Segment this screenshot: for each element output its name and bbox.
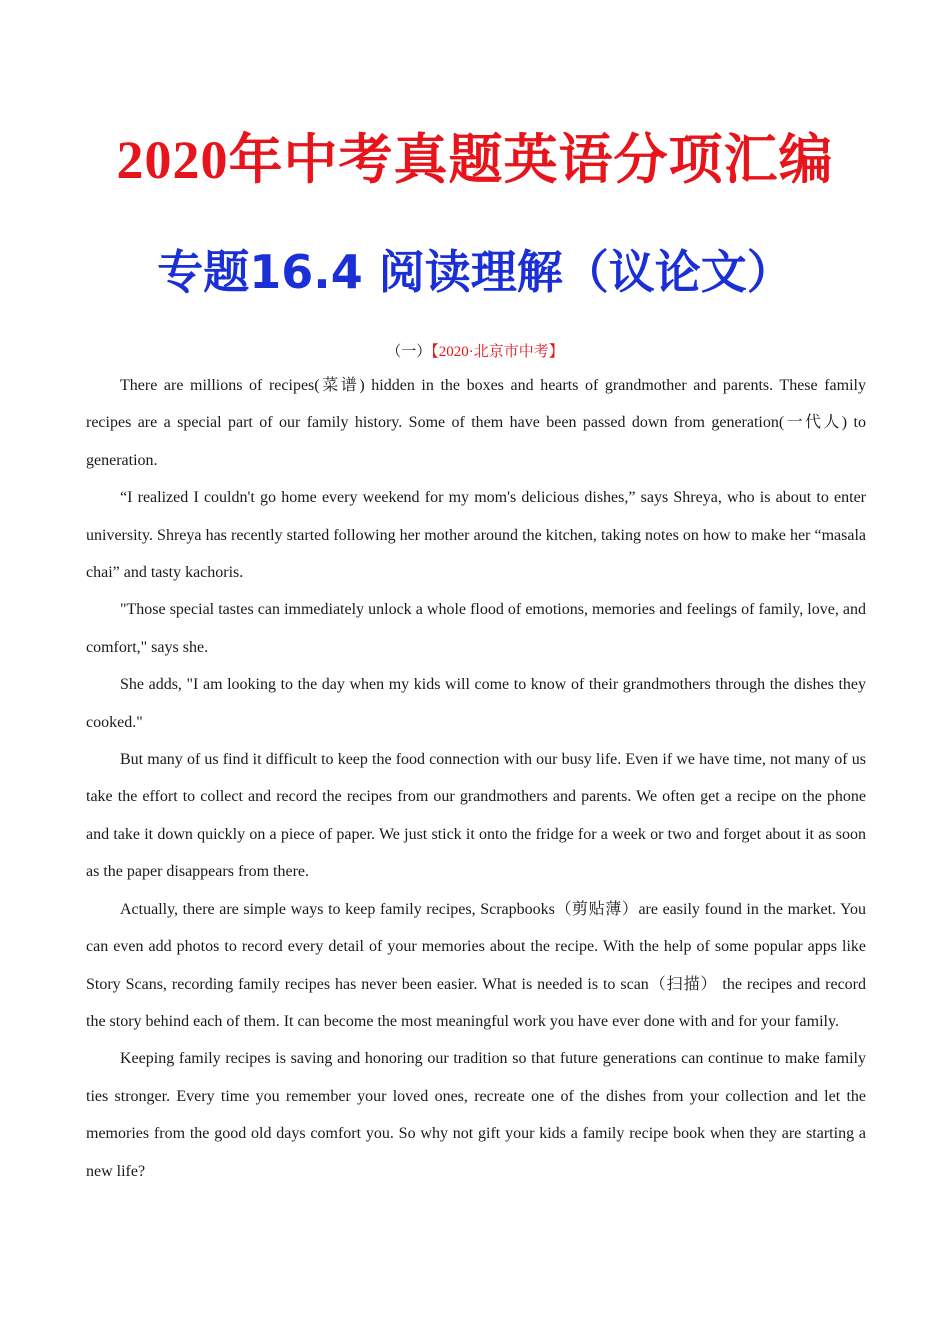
- passage-paragraph-4: She adds, "I am looking to the day when my kids will come to know of their grandmothers through the dishes they cooked.": [86, 676, 866, 731]
- passage-paragraph-6: Actually, there are simple ways to keep family recipes, Scrapbooks（剪贴薄）are easily found in the market. You can even add photos to record every detail of your memories about the recipe. With the help of some popular apps like Story Scans, recording family recipes has never been easier. What is needed is to scan（扫描） the recipes and record the story behind each of them. It can become the most meaningful work you have ever done with and for your family.: [86, 900, 866, 1030]
- sub-title: 专题16.4 阅读理解（议论文）: [157, 245, 793, 299]
- passage-paragraph-1: There are millions of recipes(菜谱) hidden in the boxes and hearts of grandmother and parents. These family recipes are a special part of our family history. Some of them have been passed down from generation(一代人) to generation.: [86, 377, 866, 469]
- passage-paragraph-7: Keeping family recipes is saving and honoring our tradition so that future generations can continue to make family ties stronger. Every time you remember your loved ones, recreate one of the dishes from your collection and let the memories from the good old days comfort you. So why not gift your kids a family recipe book when they are starting a new life?: [86, 1050, 866, 1180]
- passage-paragraph-2: “I realized I couldn't go home every weekend for my mom's delicious dishes,” says Shreya, who is about to enter university. Shreya has recently started following her mother around the kitchen, taking notes on how to make her “masala chai” and tasty kachoris.: [86, 489, 866, 582]
- section-source: 【2020·北京市中考】: [431, 344, 564, 360]
- section-number: （一）: [386, 344, 432, 360]
- section-heading: [0, 341, 950, 363]
- main-title: 2020年中考真题英语分项汇编: [116, 130, 834, 190]
- passage-paragraph-5: But many of us find it difficult to keep the food connection with our busy life. Even if we have time, not many of us take the effort to collect and record the recipes from our grandmothers and parents. We often get a recipe on the phone and take it down quickly on a piece of paper. We just stick it onto the fridge for a week or two and forget about it as soon as the paper disappears from there.: [86, 751, 866, 881]
- reading-passage: [86, 367, 866, 1190]
- passage-paragraph-3: "Those special tastes can immediately unlock a whole flood of emotions, memories and feelings of family, love, and comfort," says she.: [86, 601, 866, 656]
